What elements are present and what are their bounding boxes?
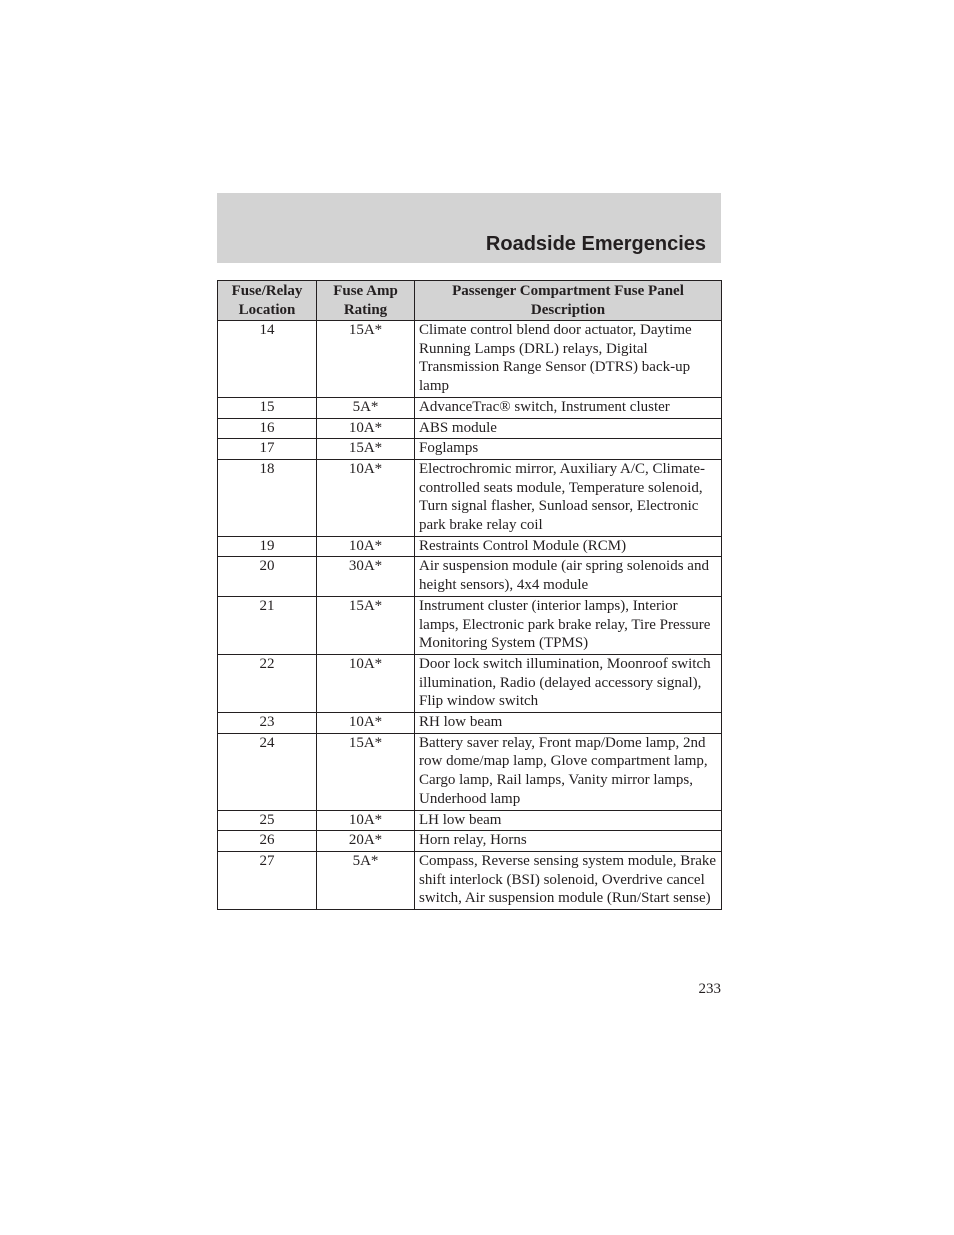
section-header — [217, 193, 721, 263]
column-header-location: Fuse/Relay Location — [218, 281, 317, 321]
fuse-rating: 5A* — [317, 397, 415, 418]
fuse-location: 26 — [218, 831, 317, 852]
fuse-location: 24 — [218, 733, 317, 810]
fuse-location: 14 — [218, 321, 317, 398]
fuse-location: 21 — [218, 596, 317, 654]
fuse-table — [217, 280, 722, 910]
fuse-description: Climate control blend door actuator, Daytime Running Lamps (DRL) relays, Digital Transmission Range Sensor (DTRS) back-up lamp — [415, 321, 722, 398]
fuse-description: Compass, Reverse sensing system module, Brake shift interlock (BSI) solenoid, Overdrive cancel switch, Air suspension module (Run/Start sense) — [415, 851, 722, 909]
fuse-location: 27 — [218, 851, 317, 909]
page-number: 233 — [698, 981, 721, 997]
fuse-rating: 10A* — [317, 810, 415, 831]
fuse-description: Electrochromic mirror, Auxiliary A/C, Climate-controlled seats module, Temperature solenoid, Turn signal flasher, Sunload sensor, Electronic park brake relay coil — [415, 459, 722, 536]
fuse-rating: 10A* — [317, 713, 415, 734]
section-title: Roadside Emergencies — [485, 233, 706, 255]
fuse-location: 23 — [218, 713, 317, 734]
fuse-rating: 15A* — [317, 321, 415, 398]
fuse-description: Air suspension module (air spring solenoids and height sensors), 4x4 module — [415, 557, 722, 596]
column-header-rating: Fuse Amp Rating — [317, 281, 415, 321]
fuse-rating: 15A* — [317, 733, 415, 810]
table-row — [218, 439, 722, 460]
table-row — [218, 536, 722, 557]
fuse-rating: 5A* — [317, 851, 415, 909]
table-row — [218, 654, 722, 712]
fuse-rating: 10A* — [317, 536, 415, 557]
fuse-rating: 10A* — [317, 654, 415, 712]
table-row — [218, 596, 722, 654]
table-row — [218, 397, 722, 418]
fuse-description: Door lock switch illumination, Moonroof switch illumination, Radio (delayed accessory signal), Flip window switch — [415, 654, 722, 712]
fuse-location: 25 — [218, 810, 317, 831]
fuse-description: Horn relay, Horns — [415, 831, 722, 852]
fuse-rating: 10A* — [317, 459, 415, 536]
column-header-description: Passenger Compartment Fuse Panel Description — [415, 281, 722, 321]
fuse-rating: 30A* — [317, 557, 415, 596]
fuse-description: Instrument cluster (interior lamps), Interior lamps, Electronic park brake relay, Tire Pressure Monitoring System (TPMS) — [415, 596, 722, 654]
fuse-location: 22 — [218, 654, 317, 712]
fuse-description: RH low beam — [415, 713, 722, 734]
table-header-row — [218, 281, 722, 321]
fuse-rating: 10A* — [317, 418, 415, 439]
fuse-location: 18 — [218, 459, 317, 536]
fuse-description: LH low beam — [415, 810, 722, 831]
fuse-location: 19 — [218, 536, 317, 557]
table-row — [218, 831, 722, 852]
fuse-rating: 15A* — [317, 596, 415, 654]
fuse-location: 17 — [218, 439, 317, 460]
fuse-description: ABS module — [415, 418, 722, 439]
fuse-rating: 20A* — [317, 831, 415, 852]
fuse-location: 16 — [218, 418, 317, 439]
fuse-description: Battery saver relay, Front map/Dome lamp, 2nd row dome/map lamp, Glove compartment lamp, Cargo lamp, Rail lamps, Vanity mirror lamps, Underhood lamp — [415, 733, 722, 810]
table-row — [218, 810, 722, 831]
table-row — [218, 418, 722, 439]
table-row — [218, 851, 722, 909]
table-row — [218, 459, 722, 536]
fuse-description: AdvanceTrac® switch, Instrument cluster — [415, 397, 722, 418]
fuse-rating: 15A* — [317, 439, 415, 460]
table-row — [218, 557, 722, 596]
fuse-description: Foglamps — [415, 439, 722, 460]
table-row — [218, 321, 722, 398]
fuse-description: Restraints Control Module (RCM) — [415, 536, 722, 557]
fuse-location: 20 — [218, 557, 317, 596]
table-row — [218, 733, 722, 810]
fuse-location: 15 — [218, 397, 317, 418]
table-row — [218, 713, 722, 734]
